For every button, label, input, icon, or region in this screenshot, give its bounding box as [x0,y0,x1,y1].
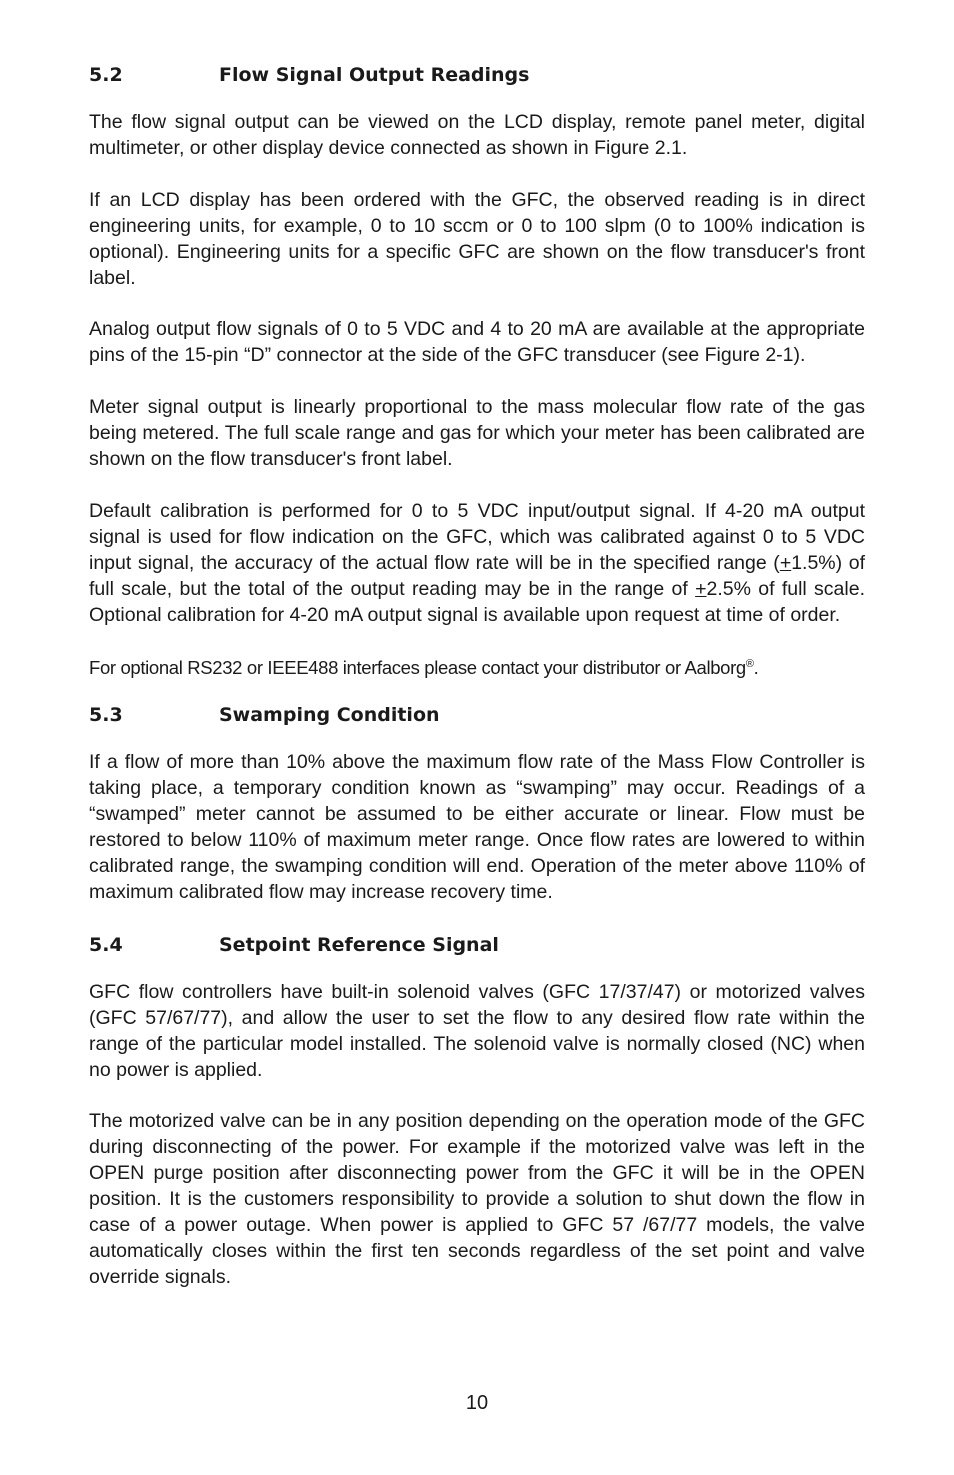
manual-page [89,60,865,1291]
section-number: 5.3 [89,704,123,727]
section-heading-5-3 [89,700,865,730]
plus-minus-symbol: + [695,577,707,600]
section-number: 5.4 [89,933,123,956]
interfaces-period: . [753,656,759,678]
section-number: 5.2 [89,64,123,86]
section-heading-5-2 [89,60,865,90]
section-heading-5-4 [89,930,865,960]
paragraph-analog-output: Analog output flow signals of 0 to 5 VDC and 4 to 20 mA are available at the appropriate pins of the 15-pin “D” connector at the side of the GFC transducer (see Figure 2-1). [89,318,865,367]
registered-mark: ® [745,657,754,670]
paragraph-lcd-display: If an LCD display has been ordered with the GFC, the observed reading is in direct engineering units, for example, 0 to 10 sccm or 0 to 100 slpm (0 to 100% indication is optional). Engineering units for a specific GFC are shown on the flow transducer's front label. [89,188,865,289]
calibration-text-2: 1.5%) of full scale, but the total of the output reading may be in the range of [89,551,866,600]
section-title: Setpoint Reference Signal [219,933,499,956]
page-number: 10 [465,1392,489,1414]
plus-minus-symbol: + [779,551,792,574]
paragraph-linear-output: Meter signal output is linearly proportional to the mass molecular flow rate of the gas being metered. The full scale range and gas for which your meter has been calibrated are shown on the flow transducer's front label. [89,396,865,471]
section-title: Flow Signal Output Readings [219,64,530,86]
paragraph-default-calibration [89,499,865,629]
calibration-text-1: Default calibration is performed for 0 to 5 VDC input/output signal. If 4-20 mA output signal is used for flow indication on the GFC, which was calibrated against 0 to 5 VDC input signal, the accuracy of the actual flow rate will be in the specified range ( [89,499,865,574]
paragraph-swamping: If a flow of more than 10% above the maximum flow rate of the Mass Flow Controller is taking place, a temporary condition known as “swamping” may occur. Readings of a “swamped” meter cannot be assumed to be either accurate or linear. Flow must be restored to below 110% of maximum meter range. Once flow rates are lowered to within calibrated range, the swamping condition will end. Operation of the meter above 110% of maximum calibrated flow may increase recovery time. [89,751,865,903]
paragraph-motorized-valve: The motorized valve can be in any position depending on the operation mode of the GFC during disconnecting of the power. For example if the motorized valve was left in the OPEN purge position after disconnecting power from the GFC it will be in the OPEN position. It is the customers responsibility to provide a solution to shut down the flow in case of a power outage. When power is applied to GFC 57 /67/77 models, the valve automatically closes within the first ten seconds regardless of the set point and valve override signals. [89,1110,865,1288]
section-title: Swamping Condition [219,704,440,727]
calibration-text-3: 2.5% of full scale. Optional calibration for 4-20 mA output signal is available upon request at time of order. [89,577,865,626]
paragraph-flow-output-viewing: The flow signal output can be viewed on the LCD display, remote panel meter, digital multimeter, or other display device connected as shown in Figure 2.1. [89,111,865,159]
interfaces-text: For optional RS232 or IEEE488 interfaces please contact your distributor or Aalborg [89,656,746,678]
paragraph-flow-controllers: GFC flow controllers have built-in solenoid valves (GFC 17/37/47) or motorized valves (GFC 57/67/77), and allow the user to set the flow to any desired flow rate within the range of the particular model installed. The solenoid valve is normally closed (NC) when no power is applied. [89,980,865,1081]
paragraph-optional-interfaces [89,655,865,681]
